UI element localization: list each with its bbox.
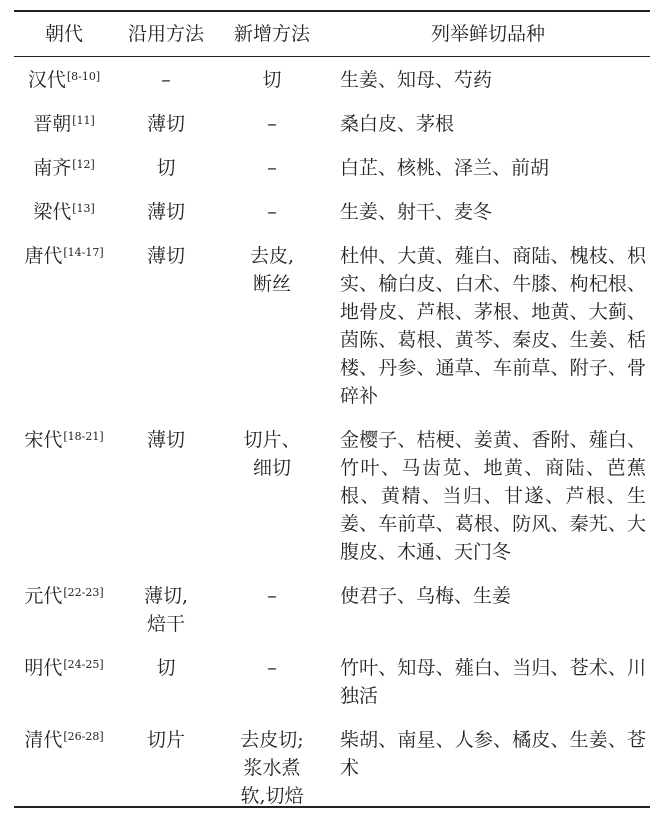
header-new-methods: 新增方法 <box>233 23 310 45</box>
citation-ref: [12] <box>72 158 95 171</box>
citation-ref: [13] <box>72 202 95 215</box>
dynasty-name: 明代 <box>24 657 63 679</box>
header-varieties: 列举鲜切品种 <box>430 23 545 45</box>
methods-used-cell: 切 <box>156 157 176 179</box>
varieties-cell: 竹叶、知母、薤白、当归、苍术、川独活 <box>340 657 646 707</box>
new-methods-cell: 去皮切; 浆水煮 软,切焙 <box>240 729 304 807</box>
table-row <box>14 56 650 102</box>
citation-ref: [26-28] <box>63 730 104 743</box>
varieties-cell: 生姜、知母、芍药 <box>340 69 493 91</box>
dynasty-cell <box>14 718 114 818</box>
new-methods-cell: 切 <box>262 69 282 91</box>
table-row <box>14 418 650 574</box>
methods-used-cell: 切 <box>156 657 176 679</box>
new-methods-cell: – <box>267 657 277 679</box>
table-row <box>14 574 650 646</box>
table-row <box>14 146 650 190</box>
new-methods-cell: – <box>267 201 277 223</box>
header-dynasty: 朝代 <box>44 23 83 45</box>
dynasty-cell <box>14 190 114 234</box>
table-row <box>14 102 650 146</box>
dynasty-cell <box>14 646 114 718</box>
varieties-cell: 柴胡、南星、人参、橘皮、生姜、苍术 <box>340 729 646 779</box>
methods-used-cell: 薄切 <box>146 201 185 223</box>
dynasty-cell <box>14 234 114 418</box>
dynasty-name: 清代 <box>24 729 63 751</box>
table-row <box>14 718 650 818</box>
new-methods-cell: 切片、 细切 <box>243 429 301 479</box>
dynasty-name: 汉代 <box>27 69 66 91</box>
varieties-cell: 白芷、核桃、泽兰、前胡 <box>340 157 550 179</box>
citation-ref: [18-21] <box>63 430 104 443</box>
methods-used-cell: – <box>161 69 171 91</box>
citation-ref: [24-25] <box>63 658 104 671</box>
methods-used-cell: 薄切 <box>146 113 185 135</box>
methods-used-cell: 薄切 <box>146 429 185 451</box>
dynasty-name: 晋朝 <box>33 113 72 135</box>
dynasty-name: 唐代 <box>24 245 63 267</box>
citation-ref: [14-17] <box>63 246 104 259</box>
dynasty-cell <box>14 102 114 146</box>
dynasty-cell <box>14 146 114 190</box>
dynasty-name: 南齐 <box>33 157 72 179</box>
citation-ref: [8-10] <box>66 70 101 83</box>
table-row <box>14 190 650 234</box>
methods-used-cell: 薄切 <box>146 245 185 267</box>
new-methods-cell: – <box>267 157 277 179</box>
dynasty-name: 元代 <box>24 585 63 607</box>
table-row <box>14 234 650 418</box>
new-methods-cell: – <box>267 585 277 607</box>
varieties-cell: 杜仲、大黄、薤白、商陆、槐枝、枳实、榆白皮、白术、牛膝、枸杞根、地骨皮、芦根、茅根、地黄、大蓟、茵陈、葛根、黄芩、秦皮、生姜、栝楼、丹参、通草、车前草、附子、骨碎补 <box>340 245 646 407</box>
varieties-cell: 生姜、射干、麦冬 <box>340 201 493 223</box>
dynasty-name: 宋代 <box>24 429 63 451</box>
table-body <box>14 56 650 818</box>
new-methods-cell: 去皮, 断丝 <box>249 245 295 295</box>
dynasty-fresh-cut-table <box>14 12 650 818</box>
citation-ref: [22-23] <box>63 586 104 599</box>
dynasty-cell <box>14 56 114 102</box>
dynasty-cell <box>14 574 114 646</box>
citation-ref: [11] <box>72 114 95 127</box>
dynasty-cell <box>14 418 114 574</box>
varieties-cell: 使君子、乌梅、生姜 <box>340 585 512 607</box>
varieties-cell: 金樱子、桔梗、姜黄、香附、薤白、竹叶、马齿苋、地黄、商陆、芭蕉根、黄精、当归、甘遂、芦根、生姜、车前草、葛根、防风、秦艽、大腹皮、木通、天门冬 <box>340 429 646 563</box>
dynasty-name: 梁代 <box>33 201 72 223</box>
header-methods-used: 沿用方法 <box>127 23 204 45</box>
methods-used-cell: 切片 <box>146 729 185 751</box>
table-row <box>14 646 650 718</box>
table-header-row <box>14 12 650 56</box>
varieties-cell: 桑白皮、茅根 <box>340 113 455 135</box>
new-methods-cell: – <box>267 113 277 135</box>
methods-used-cell: 薄切, 焙干 <box>143 585 189 635</box>
